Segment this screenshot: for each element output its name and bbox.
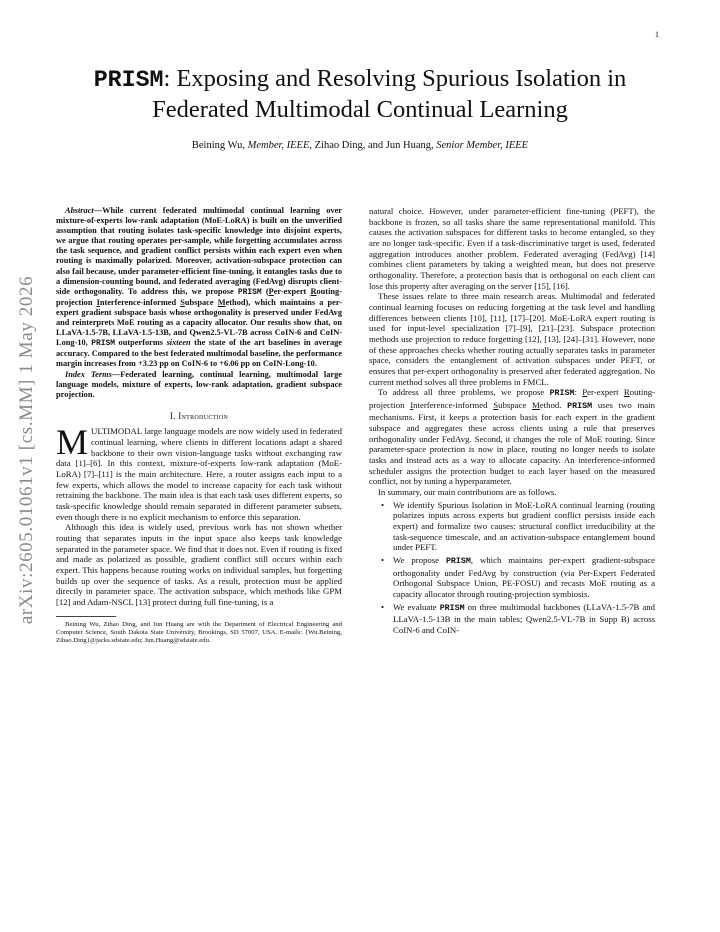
abstract-label: Abstract bbox=[65, 206, 94, 215]
section-heading-introduction: I. Introduction bbox=[169, 410, 229, 421]
contributions-list bbox=[369, 500, 655, 636]
right-paragraph-1: natural choice. However, under parameter-efficient fine-tuning (PEFT), the backbone is frozen, so all tasks share the same representational manifold. This causes the activation subspaces for different tasks to become entangled, so they are no longer task-specific. Even if a task-discriminative target is used, federated aggregation introduces another problem. Federated averaging (FedAvg) [14] combines client parameters by taking a weighted mean, but does not preserve orthogonality. Therefore, a protection basis that is orthogonal on each client can lose this property after averaging on the server [15], [16]. bbox=[369, 206, 655, 291]
abstract: Abstract—While current federated multimodal continual learning over mixture-of-experts low-rank adaptation (MoE-LoRA) is built on the unverified assumption that routing isolates task-specific knowledge into disjoint experts, we argue that routing operates per-sample, while forgetting accumulates across the task sequence, and gradient conflict persists within each expert even when routing is maximally polarized. Moreover, activation-subspace protection can also fail because, under parameter-efficient fine-tuning, it entangles tasks due to a dimension-counting bound, and federated averaging (FedAvg) disrupts client-side orthogonality. To address this, we propose PRISM (Per-expert Routing-projection Interference-informed Subspace Method), which maintains a per-expert gradient subspace basis whose orthogonality is preserved under FedAvg and reinterprets MoE routing as a capacity allocator. Our results show that, on LLaVA-1.5-7B, LLaVA-1.5-13B, and Qwen2.5-VL-7B across CoIN-6 and CoIN-Long-10, PRISM outperforms sixteen the state of the art baselines in average accuracy. Compared to the best federated multimodal baseline, the performance margin increases from +3.23 pp on CoIN-6 to +6.06 pp on CoIN-Long-10. bbox=[56, 206, 342, 369]
author-line bbox=[60, 140, 660, 151]
footnote-rule bbox=[56, 616, 116, 617]
author-1: Beining Wu, bbox=[191, 140, 248, 151]
author-affiliation-footnote: Beining Wu, Zihao Ding, and Jun Huang are with the Department of Electrical Engineering and Computer Science, South Dakota State University, Brookings, SD 57007, USA. E-mails: {Wu.Beining, Zihao.Ding}@jacks.sdstate.edu; Jun.Huang@sdstate.edu. bbox=[56, 620, 342, 644]
intro-paragraph-2: Although this idea is widely used, previous work has not shown whether routing that separates inputs in the input space also keeps task knowledge separated in the parameter space. We find that it does not. Even if routing is fixed and made as polarized as possible, gradient conflict still occurs within each expert. This happens because routing works on individual samples, but forgetting builds up over the sequence of tasks. As a result, protection must be applied directly in parameter space. The activation subspace, which methods like GPM [12] and Adam-NSCL [13] protect during full fine-tuning, is a bbox=[56, 522, 342, 607]
arxiv-stamp: arXiv:2605.01061v1 [cs.MM] 1 May 2026 bbox=[16, 275, 37, 625]
index-terms-label: Index Terms bbox=[65, 369, 112, 379]
contribution-item: • We propose PRISM, which maintains per-expert gradient-subspace orthogonality under FedAvg by construction (via Per-Expert Federated Orthogonal Subspace Union, PE-FOSU) and recasts MoE routing as a capacity allocator through routing-projection symbiosis. bbox=[393, 555, 655, 600]
title-rest: : Exposing and Resolving Spurious Isolation in Federated Multimodal Continual Learning bbox=[152, 65, 627, 123]
author-1-role: Member, IEEE bbox=[247, 140, 310, 151]
page-number: 1 bbox=[655, 30, 659, 39]
right-paragraph-4: In summary, our main contributions are as follows. bbox=[378, 487, 557, 498]
author-3-role: Senior Member, IEEE bbox=[436, 140, 529, 151]
drop-cap: M bbox=[56, 422, 89, 463]
right-paragraph-3: To address all three problems, we propose PRISM: Per-expert Routing-projection Interference-informed Subspace Method. PRISM uses two main mechanisms. First, it keeps a protection basis for each expert in the gradient subspace and aggregates these across clients using a rule that preserves orthogonality under FedAvg. Second, it changes the role of MoE routing. Since parameter-space protection is now in place, routing no longer needs to isolate tasks and instead acts as a way to allocate capacity. An interference-informed scheduler assigns the protection budget to each layer based on the measured conflict, not by tuning a hyperparameter. bbox=[369, 387, 655, 487]
intro-paragraph-1: MULTIMODAL large language models are now widely used in federated continual learning, where clients in different locations adapt a shared backbone to their own vision-language tasks without exchanging raw data [1]–[6]. In this context, mixture-of-experts low-rank adaptation (MoE-LoRA) [7]–[11] is the main architecture. Here, a router assigns each input to a few experts, which allows the model to increase capacity for each task without retraining the backbone. The main idea is that each task uses different experts, so task-specific knowledge should remain separated in different parameter subsets, even though there is no explicit mechanism to enforce this separation. bbox=[56, 422, 342, 522]
left-column bbox=[56, 206, 342, 645]
contribution-item: • We identify Spurious Isolation in MoE-LoRA continual learning (routing polarizes inputs across experts but gradient conflict persists inside each expert) and formalize two causes: structural conflict irreducibility at the task-sequence timescale, and an activation-subspace entanglement bound under PEFT. bbox=[393, 500, 655, 553]
contribution-item: • We evaluate PRISM on three multimodal backbones (LLaVA-1.5-7B and LLaVA-1.5-13B in the main tables; Qwen2.5-VL-7B in Supp B) across CoIN-6 and CoIN- bbox=[393, 602, 655, 636]
index-terms: Index Terms—Federated learning, continual learning, multimodal large language models, mixture of experts, low-rank adaptation, gradient subspace projection. bbox=[56, 369, 342, 399]
title-prism: PRISM bbox=[93, 67, 164, 93]
paper-title bbox=[60, 64, 660, 125]
right-paragraph-2: These issues relate to three main research areas. Multimodal and federated continual learning focuses on reducing forgetting at the task level and handling differences between clients [10], [11], [17]–[20]. MoE-LoRA expert routing is used for input-level specialization [7]–[9], [21]–[23]. Subspace protection methods use projection to reduce forgetting [12], [13], [24]–[31]. However, none of these approaches checks whether routing actually separates tasks in parameter space, considers the entanglement of activation subspaces under PEFT, or ensures that per-expert orthogonality is preserved after federated aggregation. No current method solves all three problems in FMCL. bbox=[369, 291, 655, 387]
right-column bbox=[369, 206, 655, 638]
author-2-3: , Zihao Ding, and Jun Huang, bbox=[309, 140, 437, 151]
